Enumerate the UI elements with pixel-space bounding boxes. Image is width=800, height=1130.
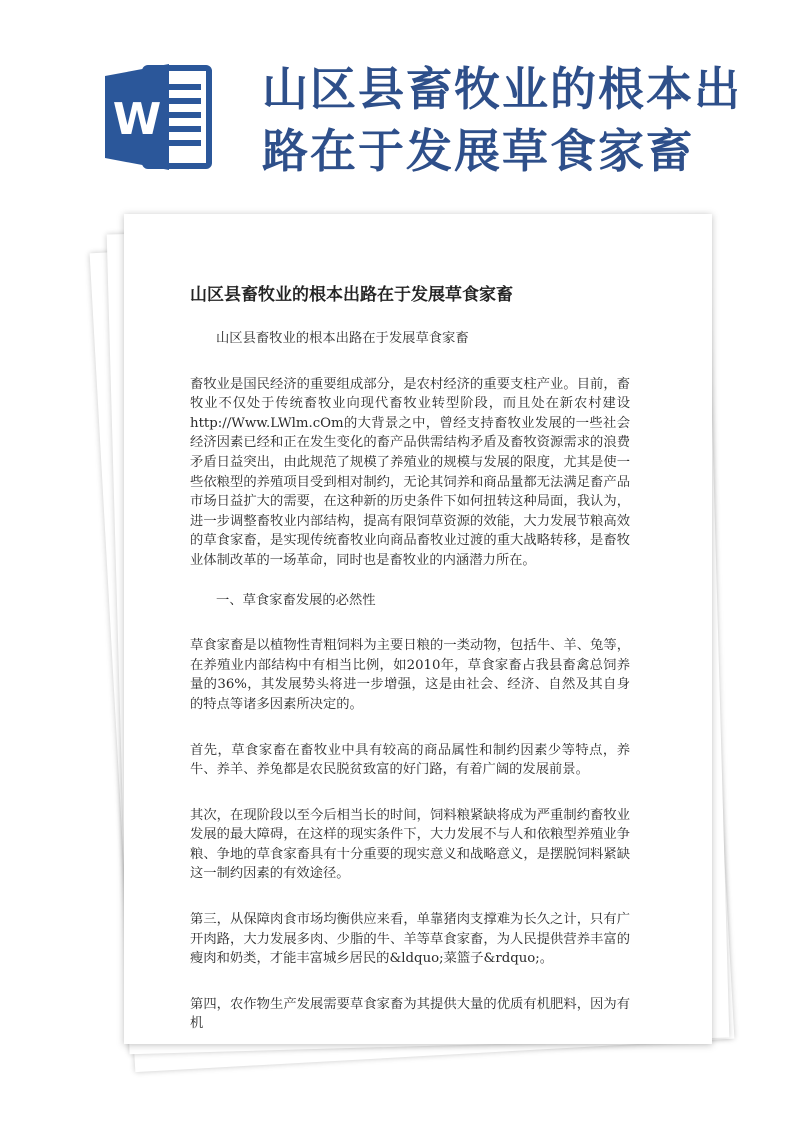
paragraph: 第三，从保障肉食市场均衡供应来看，单靠猪肉支撑难为长久之计，只有广开肉路，大力发展多肉、少脂的牛、羊等草食家畜，为人民提供营养丰富的瘦肉和奶类，才能丰富城乡居民的&ldquo;菜篮子&rdquo;。 [190, 912, 630, 967]
paragraph-intro: 畜牧业是国民经济的重要组成部分，是农村经济的重要支柱产业。目前，畜牧业不仅处于传统畜牧业向现代畜牧业转型阶段，而且处在新农村建设http://Www.LWlm.cOm的大背景之中，曾经支持畜牧业发展的一些社会经济因素已经和正在发生变化的畜产品供需结构矛盾及畜牧资源需求的浪费矛盾日益突出，由此规范了规模了养殖业的规模与发展的限度，尤其是使一些依粮型的养殖项目受到相对制约，无论其饲养和商品量都无法满足畜产品市场日益扩大的需要，在这种新的历史条件下如何扭转这种局面，我认为，进一步调整畜牧业内部结构，提高有限饲草资源的效能，大力发展节粮高效的草食家畜，是实现传统畜牧业向商品畜牧业过渡的重大战略转移，是畜牧业体制改革的一场革命，同时也是畜牧业的内涵潜力所在。 [190, 376, 630, 568]
document-content [190, 283, 630, 1060]
paragraph: 第四，农作物生产发展需要草食家畜为其提供大量的优质有机肥料，因为有机 [190, 996, 630, 1032]
word-document-icon [105, 62, 215, 172]
paragraph: 首先，草食家畜在畜牧业中具有较高的商品属性和制约因素少等特点，养牛、养羊、养兔都是农民脱贫致富的好门路，有着广阔的发展前景。 [190, 742, 630, 778]
header [0, 0, 800, 200]
section-heading: 一、草食家畜发展的必然性 [216, 592, 376, 608]
paragraph: 其次，在现阶段以至今后相当长的时间，饲料粮紧缺将成为严重制约畜牧业发展的最大障碍，在这样的现实条件下，大力发展不与人和依粮型养殖业争粮、争地的草食家畜具有十分重要的现实意义和战略意义，是摆脱饲料紧缺这一制约因素的有效途径。 [190, 807, 630, 882]
paragraph: 草食家畜是以植物性青粗饲料为主要日粮的一类动物，包括牛、羊、兔等，在养殖业内部结构中有相当比例，如2010年，草食家畜占我县畜禽总饲养量的36%，其发展势头将进一步增强，这是由社会、经济、自然及其自身的特点等诸多因素所决定的。 [190, 638, 630, 712]
page-title: 山区县畜牧业的根本出路在于发展草食家畜 [262, 62, 742, 178]
document-title: 山区县畜牧业的根本出路在于发展草食家畜 [190, 285, 513, 305]
document-subtitle: 山区县畜牧业的根本出路在于发展草食家畜 [216, 331, 469, 346]
svg-text:W: W [112, 94, 162, 145]
